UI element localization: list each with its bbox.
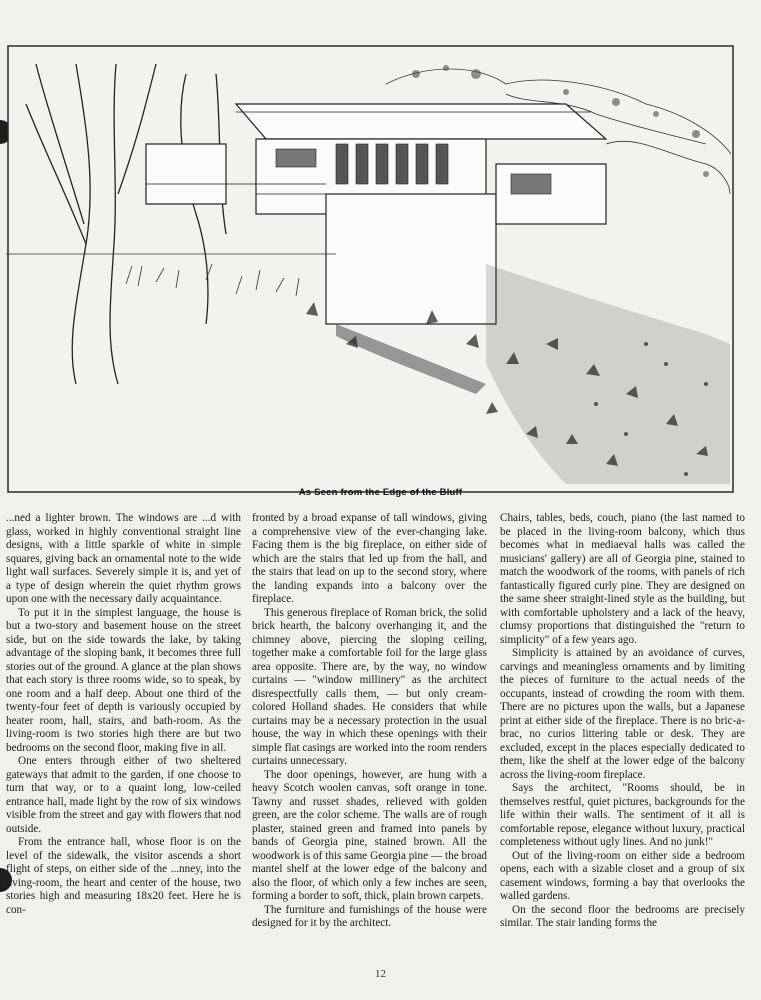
paragraph: Chairs, tables, beds, couch, piano (the last named to be placed in the living-room balcony, which thus becomes what in mediaeval halls was called the musicians' gallery) are all of Georgia pine, stained to match the woodwork of the rooms, with panels of rich fantastically figured curly pine. They are designed on the same sheer straight-lined style as the building, but with comfortable upholstery and a lack of the heavy, clumsy proportions that distinguished the "return to simplicity" of a few years ago. bbox=[500, 512, 745, 646]
paragraph: Says the architect, "Rooms should, be in themselves restful, quiet pictures, backgrounds for the life within their walls. The sentiment of it all is comfortable repose, elegance without luxury, practical completeness without ugly lines. And no junk!" bbox=[500, 782, 745, 848]
text-column-3 bbox=[500, 512, 745, 967]
house-illustration bbox=[6, 44, 735, 494]
paragraph: On the second floor the bedrooms are precisely similar. The stair landing forms the bbox=[500, 903, 745, 929]
text-column-2 bbox=[252, 512, 487, 967]
paragraph: Out of the living-room on either side a bedroom opens, each with a sizable closet and a group of six casement windows, forming a bay that overlooks the walled gardens. bbox=[500, 849, 745, 902]
text-column-1 bbox=[6, 512, 241, 967]
paragraph: ...ned a lighter brown. The windows are ...d with glass, worked in highly conventional straight line designs, with a little sparkle of white in simple squares, giving back an ornamental note to the wide light wall surfaces. Severely simple it is, and yet of a type of design wherein the quiet rhythm grows upon one with the necessary daily acquaintance. bbox=[6, 512, 241, 605]
paragraph: One enters through either of two sheltered gateways that admit to the garden, if one choose to turn that way, or to a quaint long, low-ceiled entrance hall, made light by the row of six windows visible from the street and gay with flowers that nod outside. bbox=[6, 755, 241, 835]
paragraph: From the entrance hall, whose floor is on the level of the sidewalk, the visitor ascends a short flight of steps, on either side of the ...nney, into the living-room, the heart and center of the house, two stories high and measuring 18x20 feet. Here he is con- bbox=[6, 836, 241, 916]
paragraph: Simplicity is attained by an avoidance of curves, carvings and meaningless ornaments and by limiting the pieces of furniture to the actual needs of the occupants, instead of crowding the room with them. There are no pictures upon the walls, but a Japanese print at either side of the fireplace. There is no bric-a-brac, no curios littering table or desk. They are excluded, except in the places especially dedicated to them, like the shelf at the lower edge of the balcony across the living-room fireplace. bbox=[500, 647, 745, 781]
paragraph: To put it in the simplest language, the house is but a two-story and basement house on the street side, but on the side towards the lake, by taking advantage of the sloping bank, it becomes three full stories out of the ground. A glance at the plan shows that each story is three rooms wide, so to speak, by one room and a half deep. About one third of the twenty-four feet of depth is variously occupied by heater room, hall, stairs, and bath-room. As the living-room is two stories high there are but two bedrooms on the second floor, making five in all. bbox=[6, 606, 241, 754]
page-number: 12 bbox=[375, 968, 386, 980]
figure-caption: As Seen from the Edge of the Bluff bbox=[298, 487, 463, 498]
paragraph: The furniture and furnishings of the house were designed for it by the architect. bbox=[252, 903, 487, 929]
paragraph: The door openings, however, are hung with a heavy Scotch woolen canvas, soft orange in tone. Tawny and russet shades, relieved with golden green, are the color scheme. The walls are of rough plaster, stained green and framed into panels by bands of Georgia pine, stained brown. All the woodwork is of this same Georgia pine — the broad mantel shelf at the lower edge of the balcony and also the floor, of which only a few inches are seen, forming a border to soft, thick, plain brown carpets. bbox=[252, 768, 487, 902]
paragraph: fronted by a broad expanse of tall windows, giving a comprehensive view of the ever-changing lake. Facing them is the big fireplace, on either side of which are the stairs that led up from the hall, and the stairs that lead on up to the second story, where the landing expands into a balcony over the fireplace. bbox=[252, 512, 487, 605]
paragraph: This generous fireplace of Roman brick, the solid brick hearth, the balcony overhanging it, and the chimney above, piercing the sloping ceiling, together make a comfortable foil for the large glass area opposite. There are, by the way, no window curtains — "window millinery" as the architect disrespectfully calls them, — but only cream-colored Holland shades. He considers that while curtains may be a necessary protection in the usual house, the way in which these openings with their simple flat casings are worked into the room renders curtains unnecessary. bbox=[252, 606, 487, 767]
